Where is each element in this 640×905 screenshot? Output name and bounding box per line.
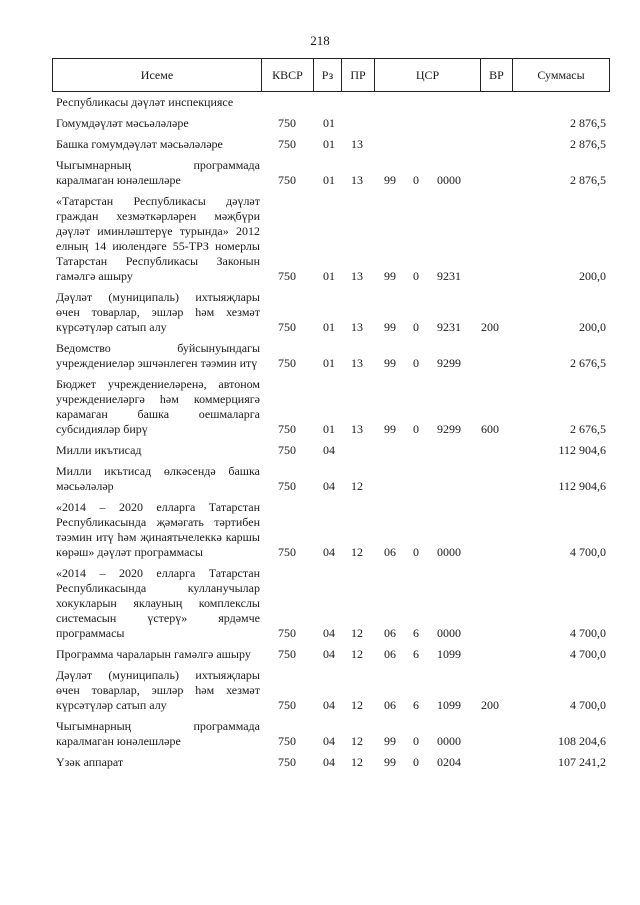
row-rz: 01: [323, 173, 335, 187]
row-vr: 200: [481, 320, 499, 334]
row-csr1: 99: [384, 422, 396, 436]
row-name: «2014 – 2020 елларга Татарстан Республикасында җәмәгать тәртибен тәэмин итү һәм җинаятьчелеккә каршы көрәш» дәүләт программасы: [56, 500, 260, 559]
row-name: Үзәк аппарат: [56, 755, 124, 769]
table-row: [52, 290, 610, 335]
row-csr3: 0204: [437, 755, 461, 769]
row-rz: 01: [323, 422, 335, 436]
row-kvsr: 750: [278, 443, 296, 457]
row-kvsr: 750: [278, 320, 296, 334]
row-csr1: 99: [384, 269, 396, 283]
row-kvsr: 750: [278, 269, 296, 283]
row-csr2: 0: [413, 734, 419, 748]
row-csr2: 0: [413, 422, 419, 436]
row-csr3: 0000: [437, 173, 461, 187]
row-csr1: 06: [384, 698, 396, 712]
table-row: [52, 158, 610, 188]
page-number: 218: [310, 33, 330, 48]
row-csr3: 9231: [437, 320, 461, 334]
table-row: [52, 719, 610, 749]
header-rz: Рз: [314, 59, 342, 91]
row-rz: 04: [323, 443, 335, 457]
row-kvsr: 750: [278, 116, 296, 130]
row-rz: 04: [323, 734, 335, 748]
row-kvsr: 750: [278, 479, 296, 493]
row-csr1: 06: [384, 647, 396, 661]
table-row: [52, 137, 610, 152]
row-rz: 01: [323, 137, 335, 151]
row-csr2: 0: [413, 269, 419, 283]
row-kvsr: 750: [278, 698, 296, 712]
row-sum: 107 241,2: [558, 755, 606, 769]
row-rz: 04: [323, 647, 335, 661]
row-rz: 04: [323, 626, 335, 640]
table-row: [52, 341, 610, 371]
row-csr3: 9299: [437, 356, 461, 370]
row-csr3: 0000: [437, 734, 461, 748]
row-csr1: 99: [384, 320, 396, 334]
row-pr: 13: [351, 173, 363, 187]
row-csr1: 06: [384, 545, 396, 559]
row-sum: 108 204,6: [558, 734, 606, 748]
row-name: Милли икътисад: [56, 443, 142, 457]
row-sum: 2 876,5: [570, 173, 606, 187]
row-vr: 200: [481, 698, 499, 712]
row-csr3: 1099: [437, 698, 461, 712]
row-csr2: 0: [413, 356, 419, 370]
row-sum: 112 904,6: [558, 443, 606, 457]
row-name: Бюджет учреждениеләренә, автоном учреждениеләргә һәм коммерциягә карамаган башка оешмаларга субсидияләр бирү: [56, 377, 260, 436]
row-csr1: 99: [384, 755, 396, 769]
row-kvsr: 750: [278, 647, 296, 661]
row-sum: 112 904,6: [558, 479, 606, 493]
table-row: [52, 194, 610, 284]
row-pr: 12: [351, 545, 363, 559]
row-pr: 12: [351, 698, 363, 712]
row-csr2: 0: [413, 545, 419, 559]
row-kvsr: 750: [278, 626, 296, 640]
row-rz: 01: [323, 269, 335, 283]
row-csr2: 6: [413, 626, 419, 640]
row-csr2: 0: [413, 755, 419, 769]
row-pr: 13: [351, 320, 363, 334]
row-sum: 4 700,0: [570, 647, 606, 661]
row-csr3: 9231: [437, 269, 461, 283]
row-pr: 12: [351, 479, 363, 493]
row-sum: 4 700,0: [570, 545, 606, 559]
table-row: [52, 647, 610, 662]
row-pr: 13: [351, 422, 363, 436]
row-sum: 2 876,5: [570, 137, 606, 151]
table-row: [52, 377, 610, 437]
header-name: Исеме: [53, 59, 262, 91]
row-sum: 2 676,5: [570, 356, 606, 370]
row-pr: 12: [351, 734, 363, 748]
table-header: [52, 58, 610, 92]
row-name: Башка гомумдәүләт мәсьәләләре: [56, 137, 223, 151]
row-sum: 200,0: [579, 320, 606, 334]
row-name: Дәүләт (муниципаль) ихтыяҗлары өчен товарлар, эшләр һәм хезмәт күрсәтүләр сатып алу: [56, 290, 260, 334]
row-csr1: 99: [384, 356, 396, 370]
row-csr3: 0000: [437, 545, 461, 559]
row-kvsr: 750: [278, 173, 296, 187]
row-csr3: 9299: [437, 422, 461, 436]
row-name: Чыгымнарның программада каралмаган юнәлешләре: [56, 719, 260, 748]
row-pr: 13: [351, 356, 363, 370]
header-sum: Суммасы: [537, 68, 585, 82]
row-kvsr: 750: [278, 422, 296, 436]
table-row: [52, 464, 610, 494]
row-csr3: 1099: [437, 647, 461, 661]
row-csr2: 0: [413, 173, 419, 187]
row-csr2: 0: [413, 320, 419, 334]
table-row: [52, 500, 610, 560]
row-rz: 01: [323, 356, 335, 370]
row-csr1: 99: [384, 734, 396, 748]
row-csr1: 06: [384, 626, 396, 640]
row-kvsr: 750: [278, 356, 296, 370]
row-sum: 2 676,5: [570, 422, 606, 436]
row-name: Гомумдәүләт мәсьәләләре: [56, 116, 189, 130]
row-rz: 04: [323, 545, 335, 559]
row-vr: 600: [481, 422, 499, 436]
row-name: Милли икътисад өлкәсендә башка мәсьәләләр: [56, 464, 260, 493]
row-sum: 2 876,5: [570, 116, 606, 130]
row-kvsr: 750: [278, 137, 296, 151]
header-kvsr: КВСР: [262, 59, 314, 91]
row-sum: 4 700,0: [570, 626, 606, 640]
row-name: Программа чараларын гамәлгә ашыру: [56, 647, 251, 661]
row-pr: 12: [351, 755, 363, 769]
row-pr: 12: [351, 626, 363, 640]
header-csr: ЦСР: [375, 59, 481, 91]
header-pr: ПР: [342, 59, 375, 91]
table-row: [52, 443, 610, 458]
row-rz: 04: [323, 755, 335, 769]
row-pr: 12: [351, 647, 363, 661]
row-rz: 04: [323, 698, 335, 712]
row-kvsr: 750: [278, 734, 296, 748]
row-rz: 04: [323, 479, 335, 493]
row-name: Дәүләт (муниципаль) ихтыяҗлары өчен товарлар, эшләр һәм хезмәт күрсәтүләр сатып алу: [56, 668, 260, 712]
table-row: [52, 95, 610, 110]
row-csr2: 6: [413, 698, 419, 712]
table-row: [52, 566, 610, 641]
row-sum: 4 700,0: [570, 698, 606, 712]
header-vr: ВР: [481, 59, 513, 91]
row-name: Республикасы дәүләт инспекциясе: [56, 95, 234, 109]
row-name: Чыгымнарның программада каралмаган юнәлешләре: [56, 158, 260, 187]
row-kvsr: 750: [278, 545, 296, 559]
table-row: [52, 116, 610, 131]
row-pr: 13: [351, 269, 363, 283]
row-kvsr: 750: [278, 755, 296, 769]
row-pr: 13: [351, 137, 363, 151]
table-row: [52, 668, 610, 713]
row-name: «Татарстан Республикасы дәүләт граждан хезмәткәрләрен мәҗбүри дәүләт иминләштерүе турында» 2012 елның 14 июлендәге 55-ТРЗ номерлы Татарстан Республикасы Законын гамәлгә ашыру: [56, 194, 260, 283]
row-rz: 01: [323, 320, 335, 334]
row-name: «2014 – 2020 елларга Татарстан Республикасында кулланучылар хокукларын яклауның комплекслы системасын үстерү» ярдәмче программасы: [56, 566, 260, 640]
row-csr3: 0000: [437, 626, 461, 640]
row-csr2: 6: [413, 647, 419, 661]
row-sum: 200,0: [579, 269, 606, 283]
row-csr1: 99: [384, 173, 396, 187]
row-rz: 01: [323, 116, 335, 130]
row-name: Ведомство буйсынуындагы учреждениеләр эшчәнлеген тәэмин итү: [56, 341, 260, 370]
table-body: [52, 95, 610, 776]
table-row: [52, 755, 610, 770]
